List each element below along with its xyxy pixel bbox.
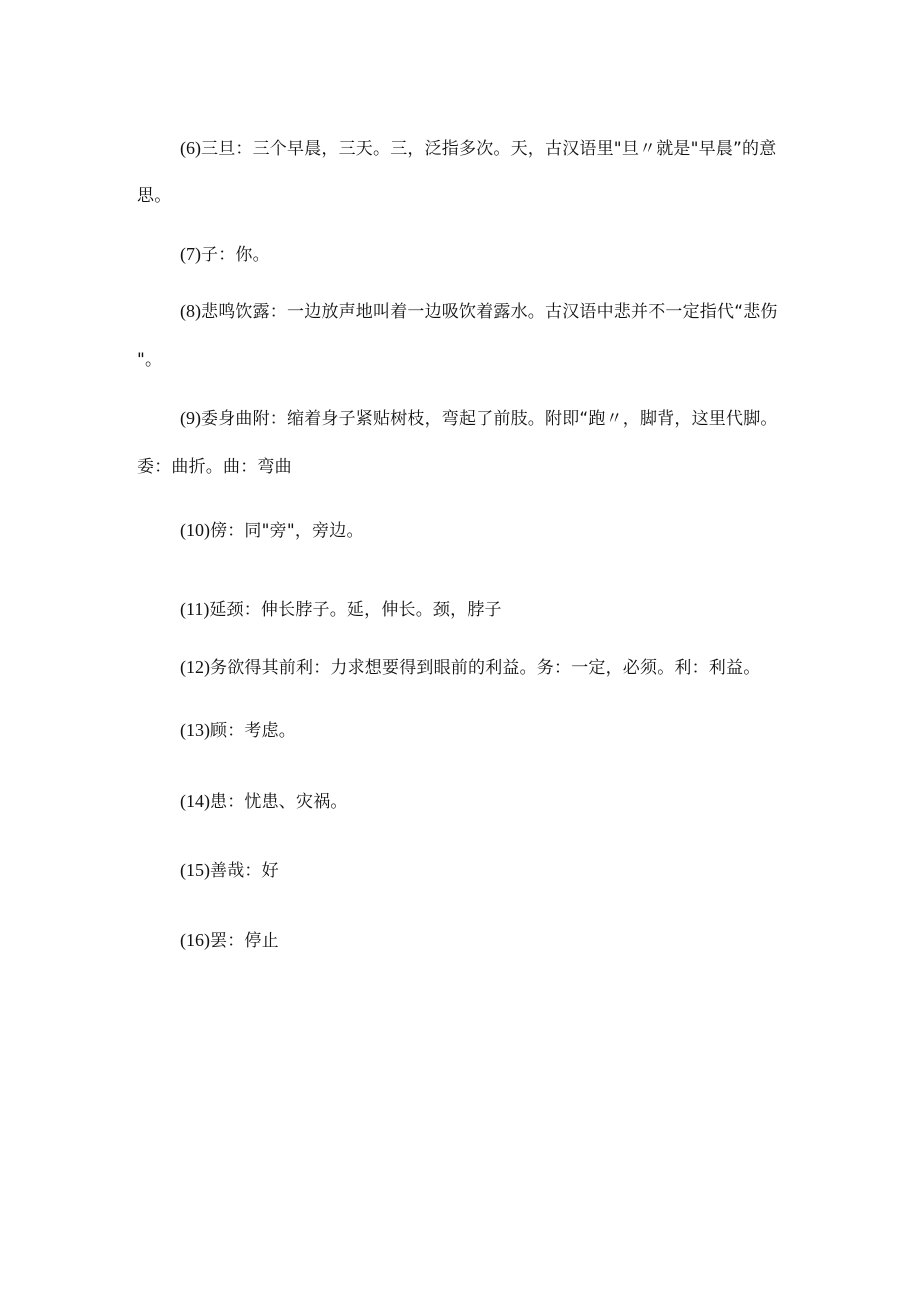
note-14-line-1 bbox=[180, 790, 348, 813]
note-8-line-1 bbox=[180, 300, 778, 323]
note-15-text: 善哉：好 bbox=[210, 861, 279, 881]
note-14-text: 患：忧患、灾祸。 bbox=[210, 792, 348, 812]
note-15-line-1 bbox=[180, 859, 279, 882]
note-10-line-1 bbox=[180, 519, 364, 542]
note-6-number: (6) bbox=[180, 138, 201, 158]
note-16-text: 罢：停止 bbox=[210, 931, 279, 951]
note-11-number: (11) bbox=[180, 599, 210, 619]
note-10-number: (10) bbox=[180, 520, 210, 540]
note-11-line-1 bbox=[180, 598, 502, 621]
note-6-text-continued: 思。 bbox=[137, 186, 172, 206]
note-8-number: (8) bbox=[180, 301, 201, 321]
note-13-text: 顾：考虑。 bbox=[210, 721, 296, 741]
note-7-text: 子：你。 bbox=[201, 245, 270, 265]
note-6-text: 三旦：三个早晨，三天。三，泛指多次。天，古汉语里"旦〃就是"早晨”的意 bbox=[201, 139, 777, 159]
note-8-text: 悲鸣饮露：一边放声地叫着一边吸饮着露水。古汉语中悲并不一定指代“悲伤 bbox=[201, 302, 778, 322]
note-6-line-2 bbox=[137, 185, 171, 207]
note-6-line-1 bbox=[180, 137, 776, 160]
note-9-line-1 bbox=[180, 407, 778, 430]
note-7-number: (7) bbox=[180, 244, 201, 264]
note-11-text: 延颈：伸长脖子。延，伸长。颈，脖子 bbox=[209, 600, 502, 620]
note-9-text-continued: 委：曲折。曲：弯曲 bbox=[137, 457, 292, 477]
note-13-line-1 bbox=[180, 719, 296, 742]
note-16-line-1 bbox=[180, 929, 279, 952]
note-13-number: (13) bbox=[180, 720, 210, 740]
note-12-line-1 bbox=[180, 656, 760, 679]
note-14-number: (14) bbox=[180, 791, 210, 811]
note-15-number: (15) bbox=[180, 860, 210, 880]
note-9-text: 委身曲附：缩着身子紧贴树枝，弯起了前肢。附即“跑〃，脚背，这里代脚。 bbox=[201, 409, 778, 429]
note-9-number: (9) bbox=[180, 408, 201, 428]
note-12-text: 务欲得其前利：力求想要得到眼前的利益。务：一定，必须。利：利益。 bbox=[210, 658, 761, 678]
note-12-number: (12) bbox=[180, 657, 210, 677]
note-10-text: 傍：同"旁"，旁边。 bbox=[210, 521, 364, 541]
note-8-line-2 bbox=[137, 349, 162, 371]
note-9-line-2 bbox=[137, 456, 292, 478]
note-8-text-continued: "。 bbox=[137, 350, 163, 370]
note-16-number: (16) bbox=[180, 930, 210, 950]
note-7-line-1 bbox=[180, 243, 270, 266]
